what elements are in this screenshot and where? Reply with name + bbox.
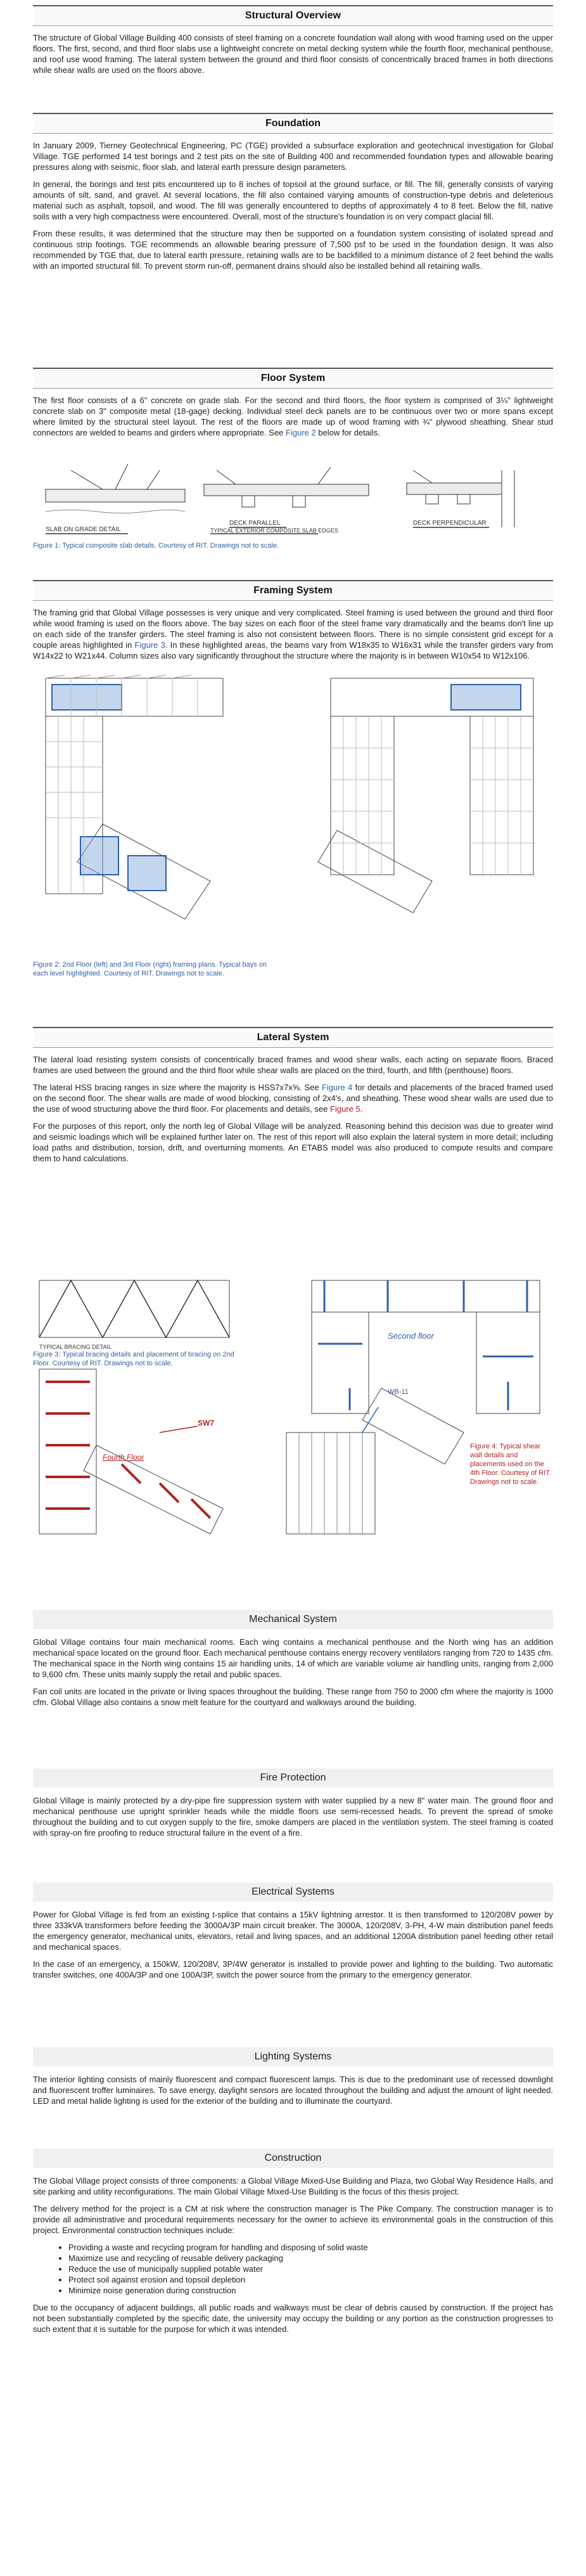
figure-caption: Figure 3: Typical bracing details and placement of bracing on 2nd Floor. Courtesy of RIT. Drawings not to scale. <box>33 1351 234 1367</box>
list-item: • Reduce the use of municipally supplied potable water <box>68 2264 553 2274</box>
section-electrical-systems <box>33 1883 553 1987</box>
paragraph: The lateral load resisting system consists of concentrically braced frames and wood shear walls, each acting on separate floors. Braced frames are used between the ground and the third floor while shear walls are placed on the third, fourth, and fifth (penthouse) floors. <box>33 1055 553 1075</box>
section-fire-protection <box>33 1768 553 1845</box>
section-title: Structural Overview <box>245 10 341 21</box>
paragraph: Power for Global Village is fed from an existing t-splice that contains a 15kV lightning arrestor. It is then transformed to 120/208V power by three 333kVA transformers before feeding the 3000A/3P main circuit breaker. The 3000A, 120/208V, 3-PH, 4-W main distribution panel feeds the emergency generator, mechanical units, elevators, retail and living spaces, and an additional 1200A distribution panel feeding other retail and mechanical spaces. <box>33 1910 553 1952</box>
list-item: • Maximize use and recycling of reusable delivery packaging <box>68 2253 553 2264</box>
paragraph: Global Village contains four main mechanical rooms. Each wing contains a mechanical penthouse and the North wing has an addition mechanical space located on the ground floor. Each mechanical penthouse contains energy recovery ventilators ranging from 720 to 1435 cfm. The mechanical space in the North wing contains 15 air handling units, 14 of which are variable volume air handling units, ranging from 2,000 to 9,600 cfm. These units mainly supply the retail and public spaces. <box>33 1637 553 1679</box>
drawing-label: DECK PARALLEL <box>229 520 281 527</box>
section-header <box>33 2047 553 2066</box>
section-title: Foundation <box>265 118 321 129</box>
lateral-drawings <box>33 1274 553 1540</box>
paragraph: The first floor consists of a 6" concrete on grade slab. For the second and third floors, the floor system is comprised of 3¼" lightweight concrete slab on 3" composite metal (18-gage) decking. Individual steel deck panels are to be continuous over two or more spans except where limited by the structural steel layout. The rest of the floors are made up of wood framing with ¾" plywood sheathing. Shear stud connectors are welded to beams and girders where appropriate. See Figure 2 below for details. <box>33 396 553 437</box>
section-header <box>33 2149 553 2168</box>
section-floor-system <box>33 368 553 577</box>
section-title: Framing System <box>253 585 333 596</box>
paragraph: The framing grid that Global Village possesses is very unique and very complicated. Steel framing is used between the ground and third floor while wood framing is used on the floors above. The bay sizes on each floor of the steel frame vary dramatically and the beams don't line up on each side of the transfer girders. The steel framing is also not consistent between floors. There is no simple consistent grid except for a couple areas highlighted in Figure 3. In these highlighted areas, the beams vary from W18x35 to W16x31 while the transfer girders vary from W14x22 to W21x44. Column sizes also vary significantly throughout the structure where the majority is in between W10x54 to W12x106. <box>33 608 553 660</box>
section-title: Electrical Systems <box>252 1886 334 1897</box>
slab-details-drawing <box>33 451 553 556</box>
drawing-label: DECK PERPENDICULAR <box>413 520 487 527</box>
section-header <box>33 5 553 26</box>
paragraph: In the case of an emergency, a 150kW, 120/208V, 3P/4W generator is installed to provide power and lighting to the building. Two automatic transfer switches, one 400A/3P and one 100A/3P, switch the power source from the primary to the emergency generator. <box>33 1959 553 1980</box>
paragraph: The structure of Global Village Building 400 consists of steel framing on a concrete foundation wall along with wood framing used on the upper floors. The first, second, and third floor slabs use a lightweight concrete on metal decking system while the fourth floor, mechanical penthouse, and roof use wood framing. The lateral system between the ground and third floor consists of concentrically braced frames in both directions while shear walls are used on the floors above. <box>33 33 553 75</box>
section-title: Fire Protection <box>260 1772 326 1783</box>
paragraph: Due to the occupancy of adjacent buildings, all public roads and walkways must be clear of debris caused by construction. If the project has not been substantially completed by the specific date, the university may occupy the building or any portion as the construction progresses to such extent that it is suitable for the purpose for which it was intended. <box>33 2303 553 2334</box>
bullet-list <box>68 2242 553 2296</box>
drawing-label: Fourth Floor <box>103 1453 144 1462</box>
paragraph: In January 2009, Tierney Geotechnical Engineering, PC (TGE) provided a subsurface exploration and geotechnical investigation for Global Village. TGE performed 14 test borings and 2 test pits on the site of Building 400 and recommended foundation types and allowable bearing pressures along with seismic, floor slab, and lateral earth pressure design parameters. <box>33 141 553 172</box>
paragraph: In general, the borings and test pits encountered up to 8 inches of topsoil at the ground surface, or fill. The fill, generally consists of varying amounts of silt, sand, and gravel. At several locations, the fill also contained varying amounts of construction-type debris and deleterious material such as asphalt, topsoil, and wood. The fill was generally encountered to depths of approximately 4 to 8 feet. Below the fill, native soils with a very high compactness were encountered. Overall, most of the structure's foundation is on very compact glacial fill. <box>33 179 553 221</box>
section-construction <box>33 2149 553 2341</box>
list-item: • Minimize noise generation during construction <box>68 2285 553 2296</box>
drawing-label: Second floor <box>388 1331 434 1341</box>
drawing-label: TYPICAL BRACING DETAIL <box>39 1344 112 1350</box>
paragraph: The delivery method for the project is a CM at risk where the construction manager is The Pike Company. The construction manager is to provide all administrative and procedural requirements necessary for the owner to achieve its environmental goals in the construction of this project. Environmental construction techniques include: <box>33 2204 553 2235</box>
section-foundation <box>33 113 553 278</box>
section-structural-overview <box>33 5 553 82</box>
figure-reference-link[interactable]: Figure 3 <box>134 640 165 650</box>
section-header <box>33 113 553 134</box>
paragraph: The Global Village project consists of three components: a Global Village Mixed-Use Building and Plaza, two Global Way Residence Halls, and site parking and utility reconfigurations. The main Global Village Mixed-Use Building is the focus of this thesis project. <box>33 2176 553 2196</box>
list-item: • Providing a waste and recycling program for handling and disposing of solid waste <box>68 2242 553 2253</box>
figure-reference-link[interactable]: Figure 5 <box>330 1104 360 1114</box>
section-title: Lateral System <box>257 1032 329 1043</box>
figure-caption: Figure 1: Typical composite slab details. Courtesy of RIT. Drawings not to scale. <box>33 542 279 550</box>
drawing-label: WB-11 <box>388 1388 409 1396</box>
section-framing-system <box>33 580 553 1024</box>
framing-plans-drawing <box>33 672 553 944</box>
paragraph: For the purposes of this report, only the north leg of Global Village will be analyzed. Reasoning behind this decision was due to greater wind and seismic loadings which will be explained further later on. The rest of this report will also explain the lateral system in more detail; including load paths and distribution, torsion, drift, and overturning moments. An ETABS model was also produced to compute results and compare them to hand calculations. <box>33 1121 553 1163</box>
drawing-label: SLAB ON GRADE DETAIL <box>46 526 121 533</box>
paragraph: From these results, it was determined that the structure may then be supported on a foundation system consisting of isolated spread and continuous strip footings. TGE recommends an allowable bearing pressure of 7,500 psf to be used in the foundation design. It was also recommended by TGE that, due to lateral earth pressure, retaining walls are to be backfilled to a minimum distance of 2 feet behind the walls with an imported structural fill. To prevent storm run-off, permanent drains should also be installed behind all retaining walls. <box>33 229 553 271</box>
section-mechanical-system <box>33 1610 553 1714</box>
section-title: Lighting Systems <box>254 2051 332 2062</box>
drawing-label: TYPICAL EXTERIOR COMPOSITE SLAB EDGES <box>210 527 338 534</box>
list-item: • Protect soil against erosion and topsoil depletion <box>68 2274 553 2285</box>
section-header <box>33 1027 553 1048</box>
paragraph: The lateral HSS bracing ranges in size where the majority is HSS7x7x⅝. See Figure 4 for details and placements of the braced framed used on the second floor. The shear walls are made of wood blocking, consisting of 2x4's, and sheathing. These wood shear walls are used due to the use of wood structuring above the third floor. For placements and details, see Figure 5. <box>33 1083 553 1114</box>
section-header <box>33 580 553 601</box>
section-title: Mechanical System <box>249 1614 337 1625</box>
figure-reference-link[interactable]: Figure 4 <box>321 1083 353 1092</box>
section-lateral-system <box>33 1027 553 1604</box>
section-title: Construction <box>264 2153 322 2163</box>
paragraph: The interior lighting consists of mainly fluorescent and compact fluorescent lamps. This is due to the predominant use of recessed downlight and fluorescent troffer luminaires. To save energy, daylight sensors are located throughout the building and adjust the amount of light needed. LED and metal halide lighting is used for the exterior of the building and to illuminate the courtyard. <box>33 2075 553 2106</box>
section-header <box>33 1768 553 1787</box>
figure-caption: Figure 2: 2nd Floor (left) and 3rd Floor (right) framing plans. Typical bays on each level highlighted. Courtesy of RIT. Drawings not to scale. <box>33 961 267 977</box>
section-header <box>33 1610 553 1629</box>
section-lighting-systems <box>33 2047 553 2113</box>
figure-caption: Figure 4: Typical shear wall details and placements used on the 4th Floor. Courtesy of RIT. Drawings not to scale. <box>470 1443 551 1486</box>
drawing-label: SW7 <box>198 1419 215 1427</box>
figure-reference-link[interactable]: Figure 2 <box>285 428 316 437</box>
paragraph: Global Village is mainly protected by a dry-pipe fire suppression system with water supplied by a new 8" water main. The ground floor and mechanical penthouse use upright sprinkler heads while the middle floors use semi-recessed heads. To prevent the spread of smoke throughout the building and to cut oxygen supply to the fire, smoke dampers are placed in the ventilation system. The steel framing is coated with spray-on fire proofing to reduce structural failure in the event of a fire. <box>33 1796 553 1838</box>
section-header <box>33 1883 553 1902</box>
paragraph: Fan coil units are located in the private or living spaces throughout the building. These range from 750 to 2000 cfm where the majority is 1000 cfm. Global Village also contains a snow melt feature for the courtyard and walkways around the building. <box>33 1687 553 1707</box>
section-title: Floor System <box>260 373 326 383</box>
section-header <box>33 368 553 389</box>
